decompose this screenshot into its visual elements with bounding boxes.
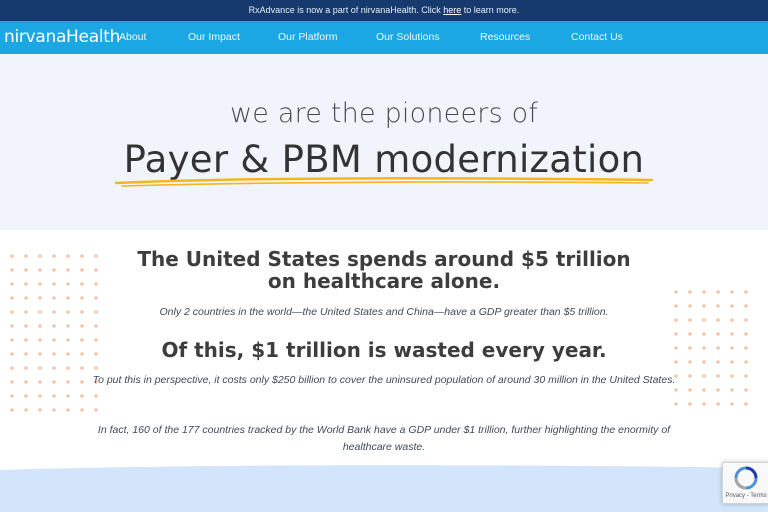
decorative-dot: [730, 290, 734, 294]
announcement-text: RxAdvance is now a part of nirvanaHealth. Click: [248, 5, 444, 15]
decorative-dot: [24, 394, 28, 398]
decorative-dot: [674, 332, 678, 336]
decorative-dot: [52, 408, 56, 412]
decorative-dot: [66, 380, 70, 384]
decorative-dot: [10, 268, 14, 272]
decorative-dot: [38, 324, 42, 328]
decorative-dot: [52, 268, 56, 272]
dot-pattern-left: [8, 252, 108, 422]
decorative-dot: [38, 394, 42, 398]
decorative-dot: [10, 282, 14, 286]
decorative-dot: [688, 374, 692, 378]
nav-item-contact-us[interactable]: Contact Us: [571, 31, 623, 43]
nav-item-our-impact[interactable]: Our Impact: [188, 31, 240, 43]
decorative-dot: [66, 324, 70, 328]
decorative-dot: [80, 394, 84, 398]
decorative-dot: [52, 282, 56, 286]
recaptcha-badge[interactable]: [722, 462, 768, 504]
decorative-dot: [10, 408, 14, 412]
decorative-dot: [10, 380, 14, 384]
decorative-dot: [730, 332, 734, 336]
decorative-dot: [38, 408, 42, 412]
nav-item-our-solutions[interactable]: Our Solutions: [376, 31, 440, 43]
decorative-dot: [716, 332, 720, 336]
decorative-dot: [10, 296, 14, 300]
decorative-dot: [66, 366, 70, 370]
decorative-dot: [66, 408, 70, 412]
decorative-dot: [702, 402, 706, 406]
announcement-link[interactable]: here: [443, 5, 462, 15]
decorative-dot: [702, 290, 706, 294]
recaptcha-icon: [723, 463, 768, 493]
decorative-dot: [730, 388, 734, 392]
decorative-dot: [24, 296, 28, 300]
decorative-dot: [66, 254, 70, 258]
decorative-dot: [744, 374, 748, 378]
decorative-dot: [24, 254, 28, 258]
main-nav: [0, 21, 768, 54]
decorative-dot: [80, 408, 84, 412]
decorative-dot: [10, 254, 14, 258]
decorative-dot: [38, 254, 42, 258]
decorative-dot: [688, 402, 692, 406]
decorative-dot: [24, 324, 28, 328]
decorative-dot: [24, 268, 28, 272]
decorative-dot: [688, 332, 692, 336]
paragraph-perspective: To put this in perspective, it costs only $250 billion to cover the uninsured population of around 30 million in the United States.: [92, 374, 676, 386]
nav-item-our-platform[interactable]: Our Platform: [278, 31, 338, 43]
decorative-dot: [24, 408, 28, 412]
decorative-dot: [716, 290, 720, 294]
decorative-dot: [66, 282, 70, 286]
bottom-wave-band: [0, 460, 768, 512]
decorative-dot: [674, 290, 678, 294]
decorative-dot: [38, 366, 42, 370]
decorative-dot: [10, 394, 14, 398]
decorative-dot: [10, 324, 14, 328]
paragraph-gdp: Only 2 countries in the world—the United States and China—have a GDP greater than $5 trillion.: [159, 306, 609, 318]
decorative-dot: [94, 282, 98, 286]
decorative-dot: [94, 394, 98, 398]
decorative-dot: [24, 380, 28, 384]
decorative-dot: [744, 402, 748, 406]
decorative-dot: [744, 290, 748, 294]
headline-spending: The United States spends around $5 trillion on healthcare alone.: [137, 247, 631, 293]
decorative-dot: [674, 402, 678, 406]
decorative-dot: [94, 268, 98, 272]
decorative-dot: [744, 388, 748, 392]
decorative-dot: [10, 366, 14, 370]
decorative-dot: [66, 296, 70, 300]
decorative-dot: [94, 408, 98, 412]
decorative-dot: [24, 282, 28, 286]
decorative-dot: [38, 268, 42, 272]
decorative-dot: [702, 388, 706, 392]
decorative-dot: [52, 380, 56, 384]
decorative-dot: [38, 282, 42, 286]
decorative-dot: [744, 332, 748, 336]
hero-underline-scribble: [112, 174, 656, 190]
decorative-dot: [38, 296, 42, 300]
decorative-dot: [94, 366, 98, 370]
decorative-dot: [716, 374, 720, 378]
decorative-dot: [52, 394, 56, 398]
decorative-dot: [52, 296, 56, 300]
waste-stats-section: [0, 230, 768, 468]
decorative-dot: [80, 296, 84, 300]
decorative-dot: [688, 290, 692, 294]
decorative-dot: [702, 374, 706, 378]
decorative-dot: [38, 380, 42, 384]
decorative-dot: [80, 282, 84, 286]
nav-item-resources[interactable]: Resources: [480, 31, 531, 43]
decorative-dot: [80, 268, 84, 272]
decorative-dot: [24, 366, 28, 370]
decorative-dot: [80, 254, 84, 258]
hero-subtitle: we are the pioneers of: [229, 98, 539, 129]
decorative-dot: [94, 324, 98, 328]
decorative-dot: [94, 254, 98, 258]
hero-section: [0, 54, 768, 230]
decorative-dot: [716, 402, 720, 406]
decorative-dot: [94, 296, 98, 300]
headline-waste: Of this, $1 trillion is wasted every year.: [161, 338, 607, 362]
decorative-dot: [716, 388, 720, 392]
decorative-dot: [688, 388, 692, 392]
announcement-text-suffix: to learn more.: [461, 5, 520, 15]
hero-title: Payer & PBM modernization: [123, 138, 645, 181]
nav-item-about[interactable]: About: [119, 31, 147, 43]
decorative-dot: [52, 324, 56, 328]
decorative-dot: [52, 254, 56, 258]
decorative-dot: [730, 402, 734, 406]
decorative-dot: [702, 332, 706, 336]
announcement-bar: [0, 0, 768, 21]
decorative-dot: [80, 324, 84, 328]
decorative-dot: [66, 268, 70, 272]
decorative-dot: [80, 366, 84, 370]
decorative-dot: [730, 374, 734, 378]
recaptcha-links[interactable]: Privacy - Terms: [725, 493, 767, 499]
decorative-dot: [66, 394, 70, 398]
logo[interactable]: nirvanaHealth: [4, 27, 121, 47]
paragraph-world-bank: In fact, 160 of the 177 countries tracked by the World Bank have a GDP under $1 trillion, further highlighting the enormity of healthcare waste.: [97, 424, 671, 453]
decorative-dot: [52, 366, 56, 370]
